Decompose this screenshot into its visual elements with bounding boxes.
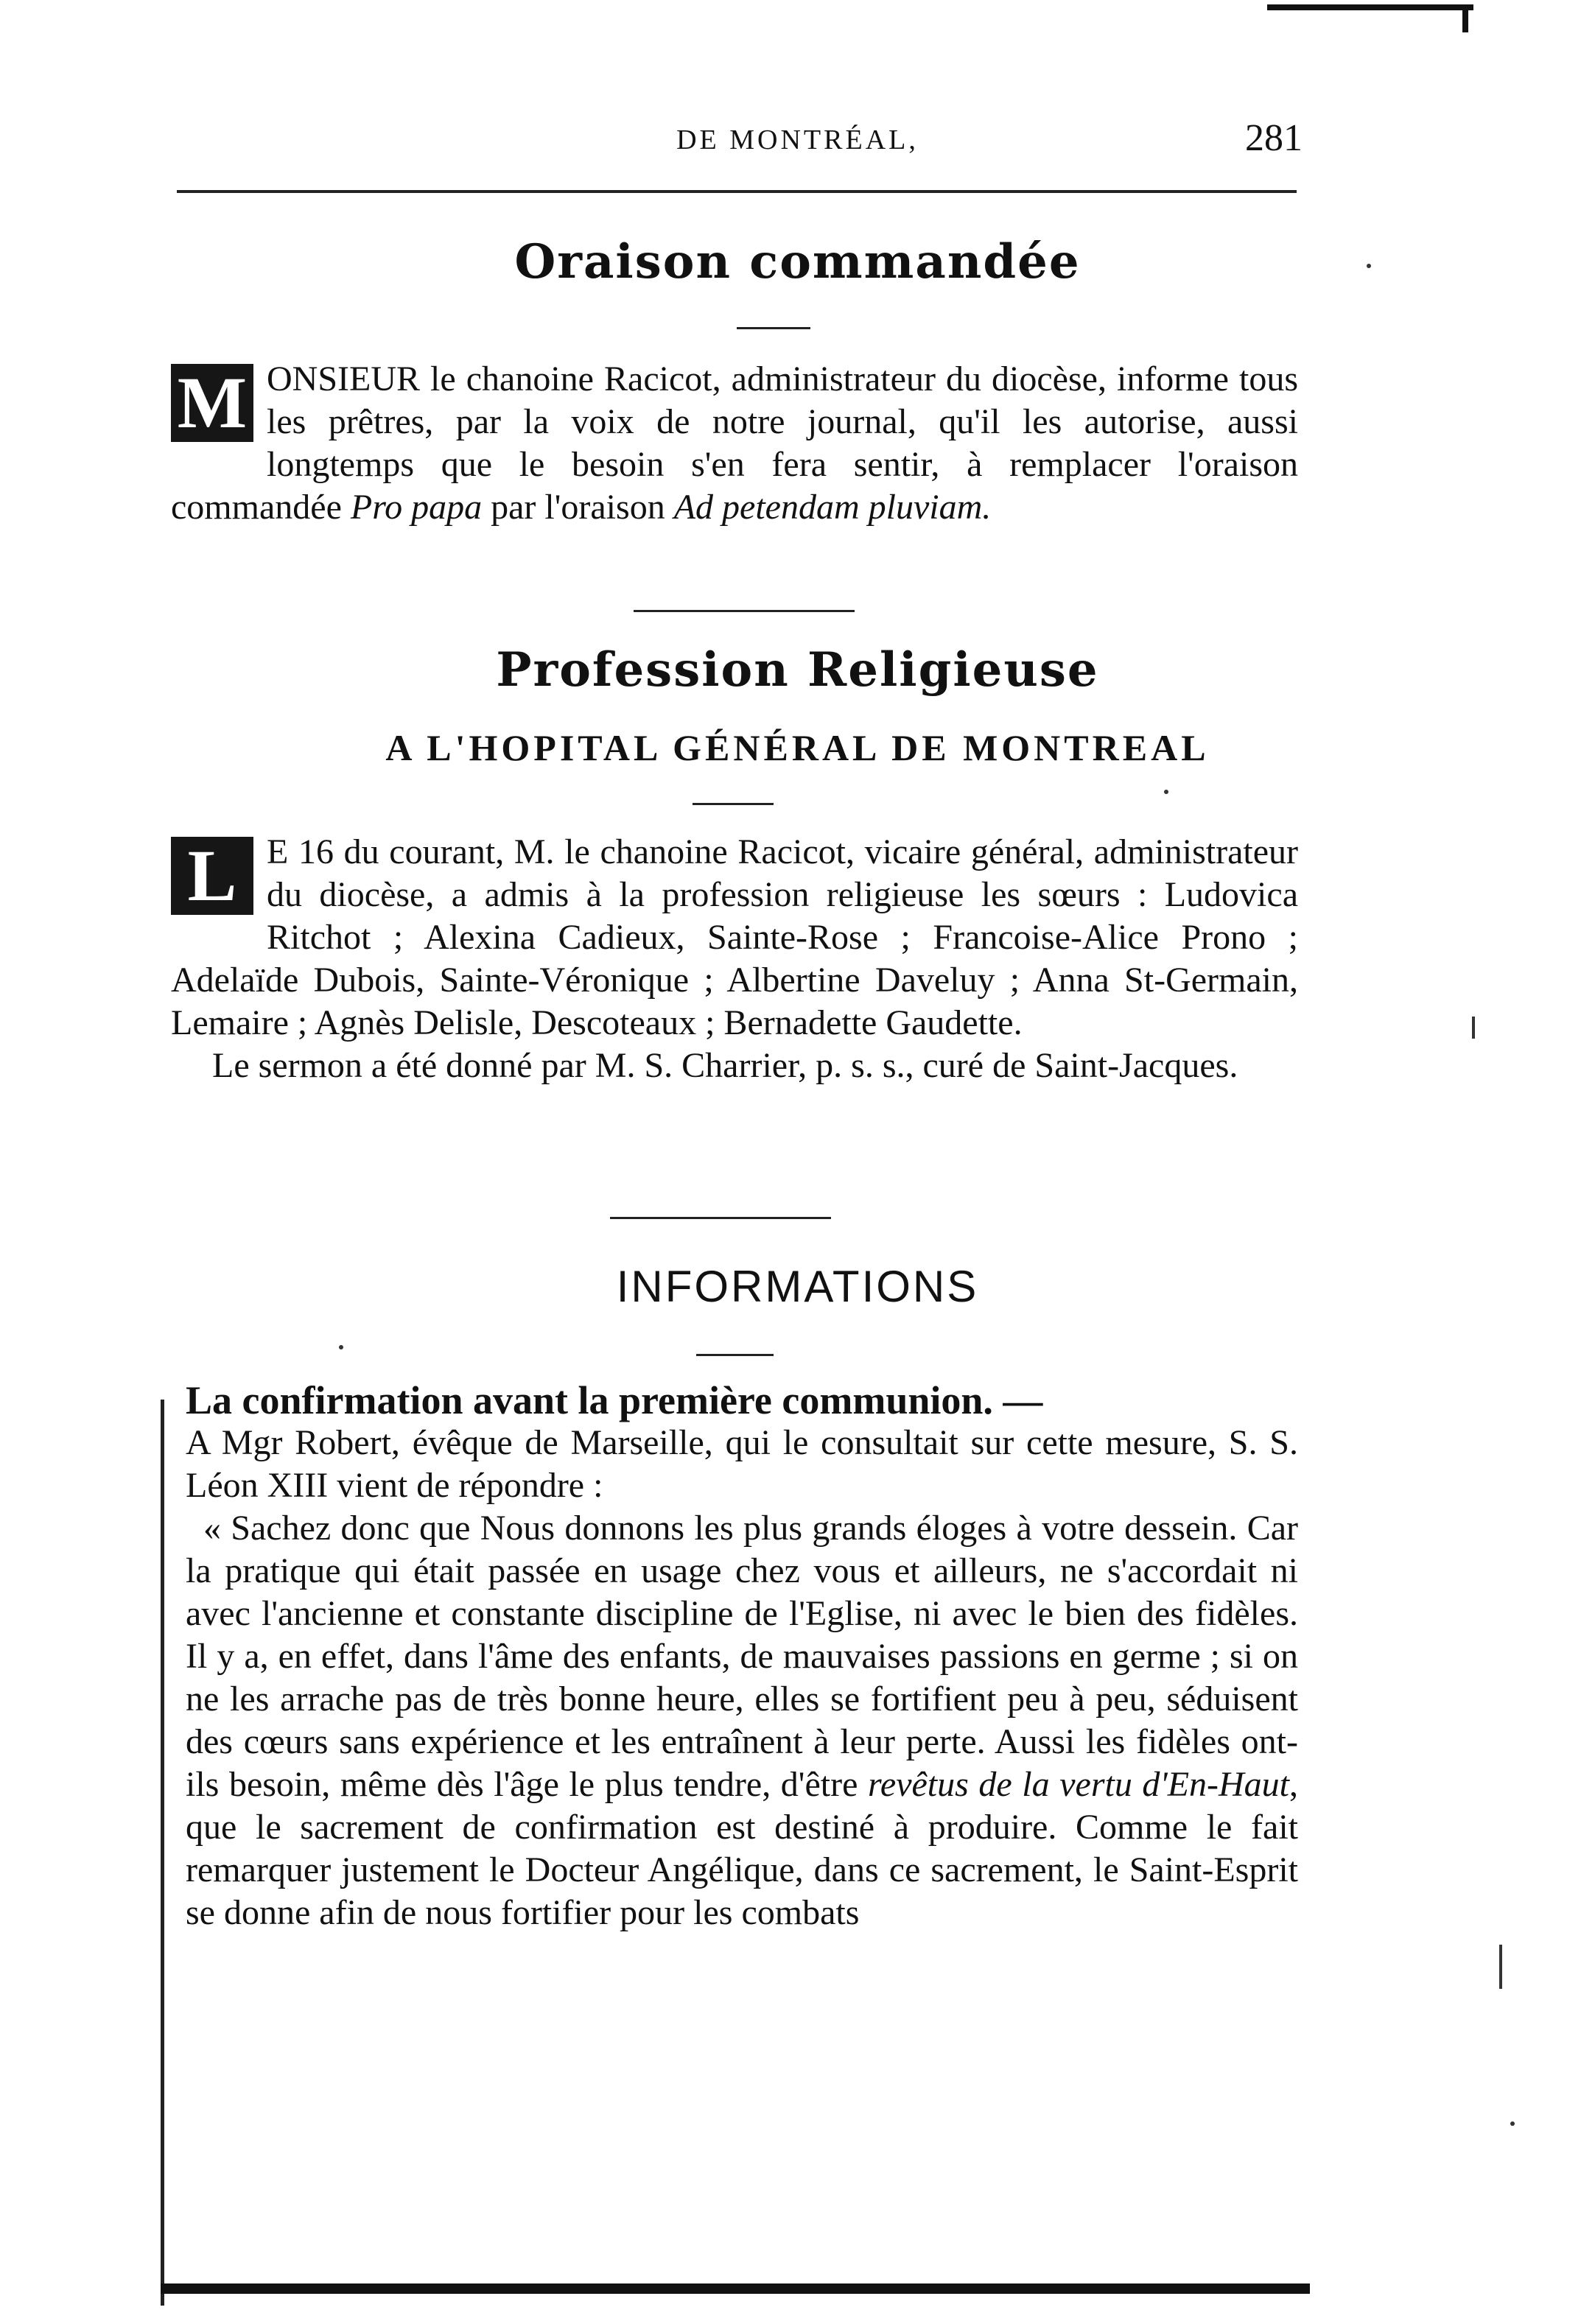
oraison-italic-2: Ad petendam pluviam. (673, 488, 992, 527)
sermon-paragraph: Le sermon a été donné par M. S. Charrier, p. s. s., curé de Saint-Jacques. (212, 1046, 1238, 1085)
scan-corner-tick (1462, 10, 1468, 32)
scan-corner-rule (1267, 4, 1473, 10)
section-divider-2 (610, 1217, 831, 1219)
info-paragraph-1: A Mgr Robert, évêque de Marseille, qui le consultait sur cette mesure, S. S. Léon XIII vient de répondre : (186, 1423, 1298, 1505)
page-number: 281 (1245, 117, 1303, 159)
dropcap-m: M (171, 364, 253, 442)
header-rule (177, 190, 1297, 193)
oraison-text: ONSIEUR le chanoine Racicot, administrateur du diocèse, informe tous les prêtres, par la voix de notre journal, qu'il les autorise, aussi longtemps que le besoin s'en fera sentir, à remplacer l'oraison commandée (171, 359, 1298, 527)
section-title-profession: Profession Religieuse (496, 642, 1099, 698)
scan-speck (1164, 790, 1168, 794)
info-text-before: « Sachez donc que Nous donnons les plus grands éloges à votre dessein. Car la pratique qui était passée en usage chez vous et ailleurs, ne s'accordait ni avec l'ancienne et constante discipline de l'Eglise, ni avec le bien des fidèles. Il y a, en effet, dans l'âme des enfants, de mauvaises passions en germe ; si on ne les arrache pas de très bonne heure, elles se fortifient peu à peu, séduisent des cœurs sans expérience et les entraînent à leur perte. Aussi les fidèles ont-ils besoin, même dès l'âge le plus tendre, d'être (186, 1509, 1298, 1804)
running-head: DE MONTRÉAL, (676, 124, 919, 155)
scan-speck (1367, 264, 1371, 268)
bottom-scan-bar (161, 2283, 1310, 2294)
paragraph-oraison (171, 358, 1298, 529)
oraison-text-middle: par l'oraison (482, 488, 674, 527)
section-subtitle: A L'HOPITAL GÉNÉRAL DE MONTREAL (385, 727, 1210, 768)
subtitle-short-rule (693, 803, 774, 805)
dropcap-l: L (171, 837, 253, 915)
scan-speck (1472, 1017, 1475, 1039)
section-title-oraison: Oraison commandée (514, 234, 1081, 289)
scan-speck (1510, 2121, 1515, 2126)
profession-text: E 16 du courant, M. le chanoine Racicot, vicaire général, administrateur du diocèse, a admis à la profession religieuse les sœurs : Ludovica Ritchot ; Alexina Cadieux, Sainte-Rose ; Francoise-Alice Prono ; Adelaïde Dubois, Sainte-Véronique ; Albertine Daveluy ; Anna St-Germain, Lemaire ; Agnès Delisle, Descoteaux ; Bernadette Gaudette. (171, 832, 1298, 1042)
confirmation-lead: La confirmation avant la première communion. — (186, 1378, 1043, 1422)
paragraph-profession (171, 831, 1298, 1087)
scan-speck (1499, 1945, 1502, 1989)
informations-heading: INFORMATIONS (616, 1262, 979, 1311)
oraison-italic-1: Pro papa (350, 488, 483, 527)
paragraph-informations (186, 1379, 1298, 1934)
scan-speck (339, 1345, 343, 1349)
info-italic: revêtus de la vertu d'En-Haut (867, 1765, 1289, 1804)
info-text-after: , que le sacrement de confirmation est destiné à produire. Comme le fait remarquer justement le Docteur Angélique, dans ce sacrement, le Saint-Esprit se donne afin de nous fortifier pour les combats (186, 1765, 1298, 1932)
section-divider (634, 610, 855, 612)
title-short-rule (737, 327, 810, 329)
info-paragraph-2 (186, 1507, 1298, 1934)
info-short-rule (696, 1354, 774, 1356)
margin-bar (161, 1400, 164, 2306)
